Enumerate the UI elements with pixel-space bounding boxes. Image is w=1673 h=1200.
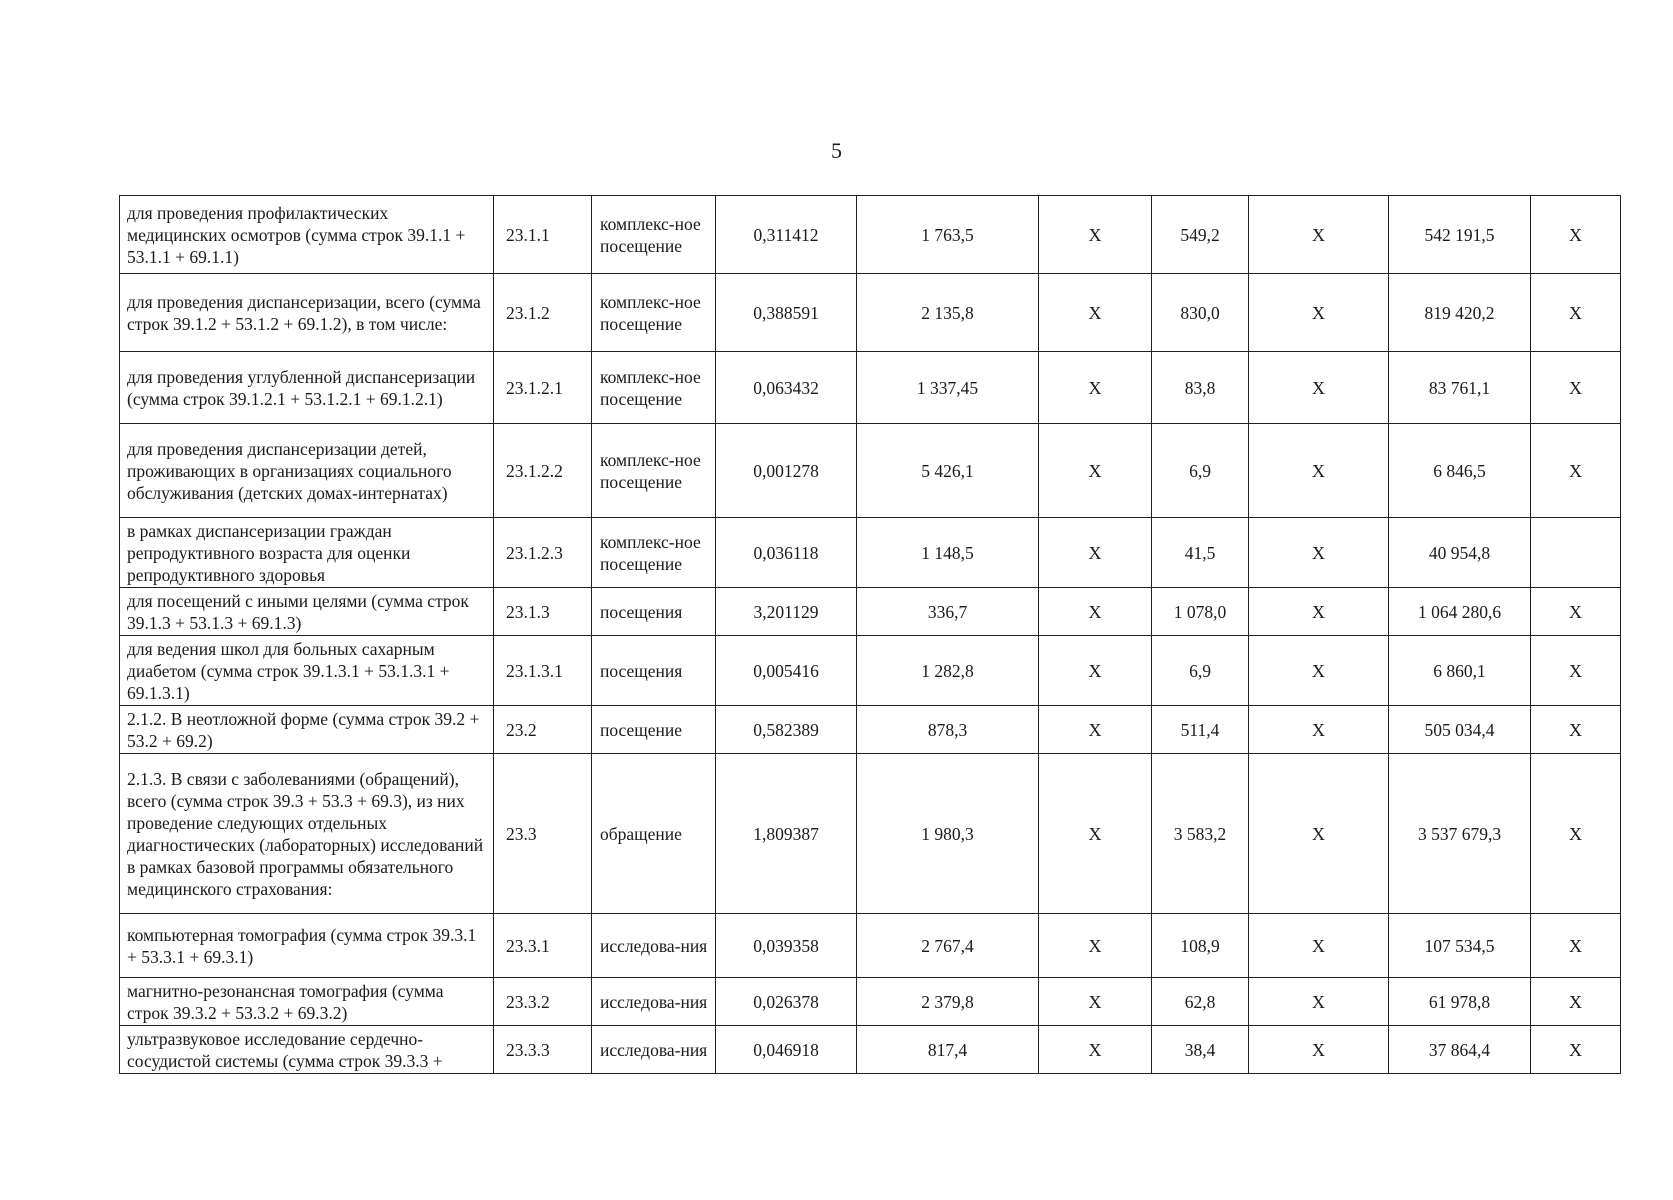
- table-row: [120, 588, 1621, 636]
- row-per-capita: 549,2: [1152, 196, 1249, 274]
- row-per-capita: 1 078,0: [1152, 588, 1249, 636]
- row-description: для проведения профилактических медицинских осмотров (сумма строк 39.1.1 + 53.1.1 + 69.1.1): [120, 196, 494, 274]
- row-description: в рамках диспансеризации граждан репродуктивного возраста для оценки репродуктивного здоровья: [120, 518, 494, 588]
- row-description: для проведения углубленной диспансеризации (сумма строк 39.1.2.1 + 53.1.2.1 + 69.1.2.1): [120, 352, 494, 424]
- row-x-mark: X: [1039, 914, 1152, 978]
- row-x-mark: X: [1249, 274, 1389, 352]
- row-unit: исследова-ния: [592, 914, 716, 978]
- row-cost-norm: 878,3: [857, 706, 1039, 754]
- row-total: 3 537 679,3: [1389, 754, 1531, 914]
- row-total: 37 864,4: [1389, 1026, 1531, 1074]
- row-x-mark: X: [1249, 754, 1389, 914]
- page-number: 5: [831, 138, 842, 163]
- row-unit: посещения: [592, 588, 716, 636]
- row-x-mark: X: [1039, 274, 1152, 352]
- row-x-mark: X: [1531, 1026, 1621, 1074]
- table-row: [120, 196, 1621, 274]
- row-cost-norm: 1 337,45: [857, 352, 1039, 424]
- row-unit: комплекс-ное посещение: [592, 196, 716, 274]
- row-volume-norm: 0,039358: [716, 914, 857, 978]
- row-volume-norm: 0,388591: [716, 274, 857, 352]
- row-unit: комплекс-ное посещение: [592, 518, 716, 588]
- row-x-mark: X: [1039, 352, 1152, 424]
- row-volume-norm: 0,026378: [716, 978, 857, 1026]
- table-body: [120, 196, 1621, 1074]
- row-code: 23.3: [494, 754, 592, 914]
- row-description: для проведения диспансеризации, всего (сумма строк 39.1.2 + 53.1.2 + 69.1.2), в том числе:: [120, 274, 494, 352]
- row-unit: комплекс-ное посещение: [592, 274, 716, 352]
- row-volume-norm: 0,582389: [716, 706, 857, 754]
- row-code: 23.1.2.2: [494, 424, 592, 518]
- row-description: для ведения школ для больных сахарным диабетом (сумма строк 39.1.3.1 + 53.1.3.1 + 69.1.3.1): [120, 636, 494, 706]
- row-per-capita: 62,8: [1152, 978, 1249, 1026]
- row-x-mark: X: [1531, 706, 1621, 754]
- row-volume-norm: 0,046918: [716, 1026, 857, 1074]
- row-cost-norm: 2 135,8: [857, 274, 1039, 352]
- row-x-mark: X: [1039, 636, 1152, 706]
- row-x-mark: X: [1039, 196, 1152, 274]
- row-total: 505 034,4: [1389, 706, 1531, 754]
- row-per-capita: 83,8: [1152, 352, 1249, 424]
- row-code: 23.1.2.3: [494, 518, 592, 588]
- row-description: магнитно-резонансная томография (сумма строк 39.3.2 + 53.3.2 + 69.3.2): [120, 978, 494, 1026]
- row-cost-norm: 1 763,5: [857, 196, 1039, 274]
- row-code: 23.1.2: [494, 274, 592, 352]
- row-x-mark: X: [1531, 914, 1621, 978]
- financing-table: [119, 195, 1621, 1074]
- row-cost-norm: 1 282,8: [857, 636, 1039, 706]
- row-unit: комплекс-ное посещение: [592, 424, 716, 518]
- row-unit: исследова-ния: [592, 978, 716, 1026]
- row-volume-norm: 0,001278: [716, 424, 857, 518]
- row-code: 23.3.1: [494, 914, 592, 978]
- row-volume-norm: 0,311412: [716, 196, 857, 274]
- table-row: [120, 754, 1621, 914]
- row-x-mark: X: [1249, 518, 1389, 588]
- row-x-mark: X: [1039, 978, 1152, 1026]
- row-cost-norm: 2 767,4: [857, 914, 1039, 978]
- row-per-capita: 6,9: [1152, 424, 1249, 518]
- table-row: [120, 518, 1621, 588]
- row-x-mark: X: [1249, 636, 1389, 706]
- row-per-capita: 41,5: [1152, 518, 1249, 588]
- row-x-mark: X: [1039, 588, 1152, 636]
- row-total: 107 534,5: [1389, 914, 1531, 978]
- row-x-mark: X: [1531, 352, 1621, 424]
- row-x-mark: X: [1039, 706, 1152, 754]
- row-description: ультразвуковое исследование сердечно-сосудистой системы (сумма строк 39.3.3 +: [120, 1026, 494, 1074]
- row-total: 819 420,2: [1389, 274, 1531, 352]
- row-total: 6 846,5: [1389, 424, 1531, 518]
- row-x-mark: X: [1249, 352, 1389, 424]
- row-x-mark: X: [1249, 1026, 1389, 1074]
- row-x-mark: X: [1531, 274, 1621, 352]
- row-code: 23.1.2.1: [494, 352, 592, 424]
- row-total: 542 191,5: [1389, 196, 1531, 274]
- table-row: [120, 274, 1621, 352]
- row-per-capita: 511,4: [1152, 706, 1249, 754]
- table-row: [120, 424, 1621, 518]
- row-x-mark: X: [1249, 706, 1389, 754]
- row-total: 40 954,8: [1389, 518, 1531, 588]
- row-x-mark: X: [1531, 754, 1621, 914]
- row-x-mark: X: [1039, 518, 1152, 588]
- row-volume-norm: 0,036118: [716, 518, 857, 588]
- row-volume-norm: 1,809387: [716, 754, 857, 914]
- row-x-mark: X: [1531, 588, 1621, 636]
- row-cost-norm: 5 426,1: [857, 424, 1039, 518]
- row-description: 2.1.2. В неотложной форме (сумма строк 39.2 + 53.2 + 69.2): [120, 706, 494, 754]
- row-per-capita: 830,0: [1152, 274, 1249, 352]
- row-code: 23.1.3.1: [494, 636, 592, 706]
- row-code: 23.3.2: [494, 978, 592, 1026]
- row-unit: обращение: [592, 754, 716, 914]
- row-x-mark: X: [1531, 424, 1621, 518]
- table-row: [120, 914, 1621, 978]
- row-x-mark: X: [1531, 978, 1621, 1026]
- row-cost-norm: 2 379,8: [857, 978, 1039, 1026]
- row-x-mark: [1531, 518, 1621, 588]
- row-x-mark: X: [1039, 424, 1152, 518]
- row-cost-norm: 1 148,5: [857, 518, 1039, 588]
- row-cost-norm: 336,7: [857, 588, 1039, 636]
- row-volume-norm: 0,005416: [716, 636, 857, 706]
- row-code: 23.3.3: [494, 1026, 592, 1074]
- row-total: 1 064 280,6: [1389, 588, 1531, 636]
- row-unit: посещения: [592, 636, 716, 706]
- row-cost-norm: 817,4: [857, 1026, 1039, 1074]
- row-x-mark: X: [1249, 196, 1389, 274]
- row-description: для посещений с иными целями (сумма строк 39.1.3 + 53.1.3 + 69.1.3): [120, 588, 494, 636]
- row-total: 83 761,1: [1389, 352, 1531, 424]
- row-total: 61 978,8: [1389, 978, 1531, 1026]
- row-total: 6 860,1: [1389, 636, 1531, 706]
- row-x-mark: X: [1249, 978, 1389, 1026]
- row-volume-norm: 3,201129: [716, 588, 857, 636]
- row-cost-norm: 1 980,3: [857, 754, 1039, 914]
- row-x-mark: X: [1039, 1026, 1152, 1074]
- row-unit: комплекс-ное посещение: [592, 352, 716, 424]
- row-per-capita: 3 583,2: [1152, 754, 1249, 914]
- table-row: [120, 706, 1621, 754]
- row-code: 23.1.3: [494, 588, 592, 636]
- row-x-mark: X: [1039, 754, 1152, 914]
- row-description: компьютерная томография (сумма строк 39.3.1 + 53.3.1 + 69.3.1): [120, 914, 494, 978]
- table-row: [120, 978, 1621, 1026]
- table-row: [120, 352, 1621, 424]
- row-code: 23.1.1: [494, 196, 592, 274]
- row-per-capita: 38,4: [1152, 1026, 1249, 1074]
- row-description: 2.1.3. В связи с заболеваниями (обращений), всего (сумма строк 39.3 + 53.3 + 69.3), из них проведение следующих отдельных диагностических (лабораторных) исследований в рамках базовой программы обязательного медицинского страхования:: [120, 754, 494, 914]
- row-unit: исследова-ния: [592, 1026, 716, 1074]
- table-row: [120, 1026, 1621, 1074]
- row-description: для проведения диспансеризации детей, проживающих в организациях социального обслуживания (детских домах-интернатах): [120, 424, 494, 518]
- row-x-mark: X: [1531, 636, 1621, 706]
- row-x-mark: X: [1249, 914, 1389, 978]
- row-unit: посещение: [592, 706, 716, 754]
- table-row: [120, 636, 1621, 706]
- row-volume-norm: 0,063432: [716, 352, 857, 424]
- row-per-capita: 108,9: [1152, 914, 1249, 978]
- row-x-mark: X: [1249, 424, 1389, 518]
- row-x-mark: X: [1249, 588, 1389, 636]
- row-per-capita: 6,9: [1152, 636, 1249, 706]
- row-code: 23.2: [494, 706, 592, 754]
- row-x-mark: X: [1531, 196, 1621, 274]
